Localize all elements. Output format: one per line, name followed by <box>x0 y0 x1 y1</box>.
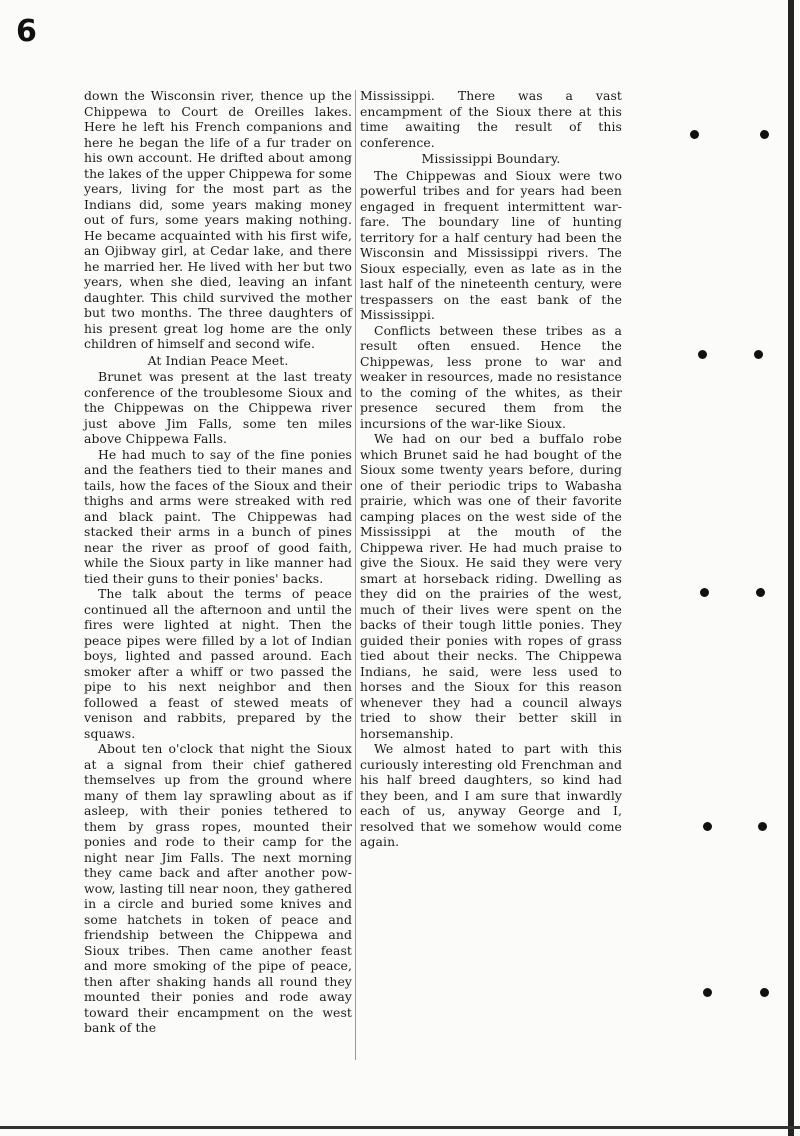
left-column <box>84 88 352 1036</box>
punch-hole-mark <box>703 822 712 831</box>
right-paragraph-2: The Chippewas and Sioux were two powerful tribes and for years had been engaged in frequent intermittent war-fare. The boundary line of hunting territory for a half century had been the Wisconsin and Mississippi rivers. The Sioux especially, even as late as in the last half of the nineteenth century, were trespassers on the east bank of the Mississippi. <box>360 167 622 322</box>
right-paragraph-5: We almost hated to part with this curiously interesting old Frenchman and his half breed daughters, so kind had they been, and I am sure that inwardly each of us, anyway George and I, resolved that we somehow would come again. <box>360 741 622 849</box>
punch-hole-mark <box>703 988 712 997</box>
punch-hole-mark <box>698 350 707 359</box>
right-paragraph-4: We had on our bed a buffalo robe which Brunet said he had bought of the Sioux some twenty years before, during one of their periodic trips to Wabasha prairie, which was one of their favorite camping places on the west side of the Mississippi at the mouth of the Chippewa river. He had much praise to give the Sioux. He said they were very smart at horseback riding. Dwelling as they did on the prairies of the west, much of their lives were spent on the backs of their tough little ponies. They guided their ponies with ropes of grass tied about their necks. The Chippewa Indians, he said, were less used to horses and the Sioux for this reason whenever they had a council always tried to show their better skill in horsemanship. <box>360 431 622 741</box>
left-paragraph-2: Brunet was present at the last treaty conference of the troublesome Sioux and the Chippewas on the Chippewa river just above Jim Falls, some ten miles above Chippewa Falls. <box>84 369 352 446</box>
punch-hole-mark <box>758 822 767 831</box>
left-paragraph-5: About ten o'clock that night the Sioux at a signal from their chief gathered themselves up from the ground where many of them lay sprawling about as if asleep, with their ponies tethered to them by grass ropes, mounted their ponies and rode to their camp for the night near Jim Falls. The next morning they came back and after another pow-wow, lasting till near noon, they gathered in a circle and buried some knives and some hatchets in token of peace and friendship between the Chippewa and Sioux tribes. Then came another feast and more smoking of the pipe of peace, then after shaking hands all round they mounted their ponies and rode away toward their encampment on the west bank of the <box>84 741 352 1035</box>
punch-hole-mark <box>760 130 769 139</box>
punch-hole-mark <box>760 988 769 997</box>
punch-hole-mark <box>690 130 699 139</box>
subheading-mississippi-boundary: Mississippi Boundary. <box>421 151 561 166</box>
page-number: 6 <box>16 14 37 49</box>
bottom-rule <box>0 1126 800 1129</box>
subheading-indian-peace-meet: At Indian Peace Meet. <box>147 352 289 368</box>
right-column <box>360 88 622 850</box>
right-paragraph-1: Mississippi. There was a vast encampment of the Sioux there at this time awaiting the result of this conference. <box>360 88 622 150</box>
left-paragraph-3: He had much to say of the fine ponies and the feathers tied to their manes and tails, how the faces of the Sioux and their thighs and arms were streaked with red and black paint. The Chippewas had stacked their arms in a bunch of pines near the river as proof of good faith, while the Sioux party in like manner had tied their guns to their ponies' backs. <box>84 446 352 586</box>
punch-hole-mark <box>700 588 709 597</box>
punch-hole-mark <box>754 350 763 359</box>
page-edge-shadow <box>788 0 794 1136</box>
column-divider <box>355 90 356 1060</box>
left-paragraph-4: The talk about the terms of peace continued all the afternoon and until the fires were lighted at night. Then the peace pipes were filled by a lot of Indian boys, lighted and passed around. Each smoker after a whiff or two passed the pipe to his next neighbor and then followed a feast of stewed meats of venison and rabbits, prepared by the squaws. <box>84 586 352 741</box>
left-paragraph-1: down the Wisconsin river, thence up the Chippewa to Court de Oreilles lakes. Here he left his French companions and here he began the life of a fur trader on his own account. He drifted about among the lakes of the upper Chippewa for some years, living for the most part as the Indians did, some years making money out of furs, some years making nothing. He became acquainted with his first wife, an Ojibway girl, at Cedar lake, and there he married her. He lived with her but two years, when she died, leaving an infant daughter. This child survived the mother but two months. The three daughters of his present great log home are the only children of himself and second wife. <box>84 88 352 351</box>
right-paragraph-3: Conflicts between these tribes as a result often ensued. Hence the Chippewas, less prone to war and weaker in resources, made no resistance to the coming of the whites, as their presence secured them from the incursions of the war-like Sioux. <box>360 322 622 431</box>
punch-hole-mark <box>756 588 765 597</box>
